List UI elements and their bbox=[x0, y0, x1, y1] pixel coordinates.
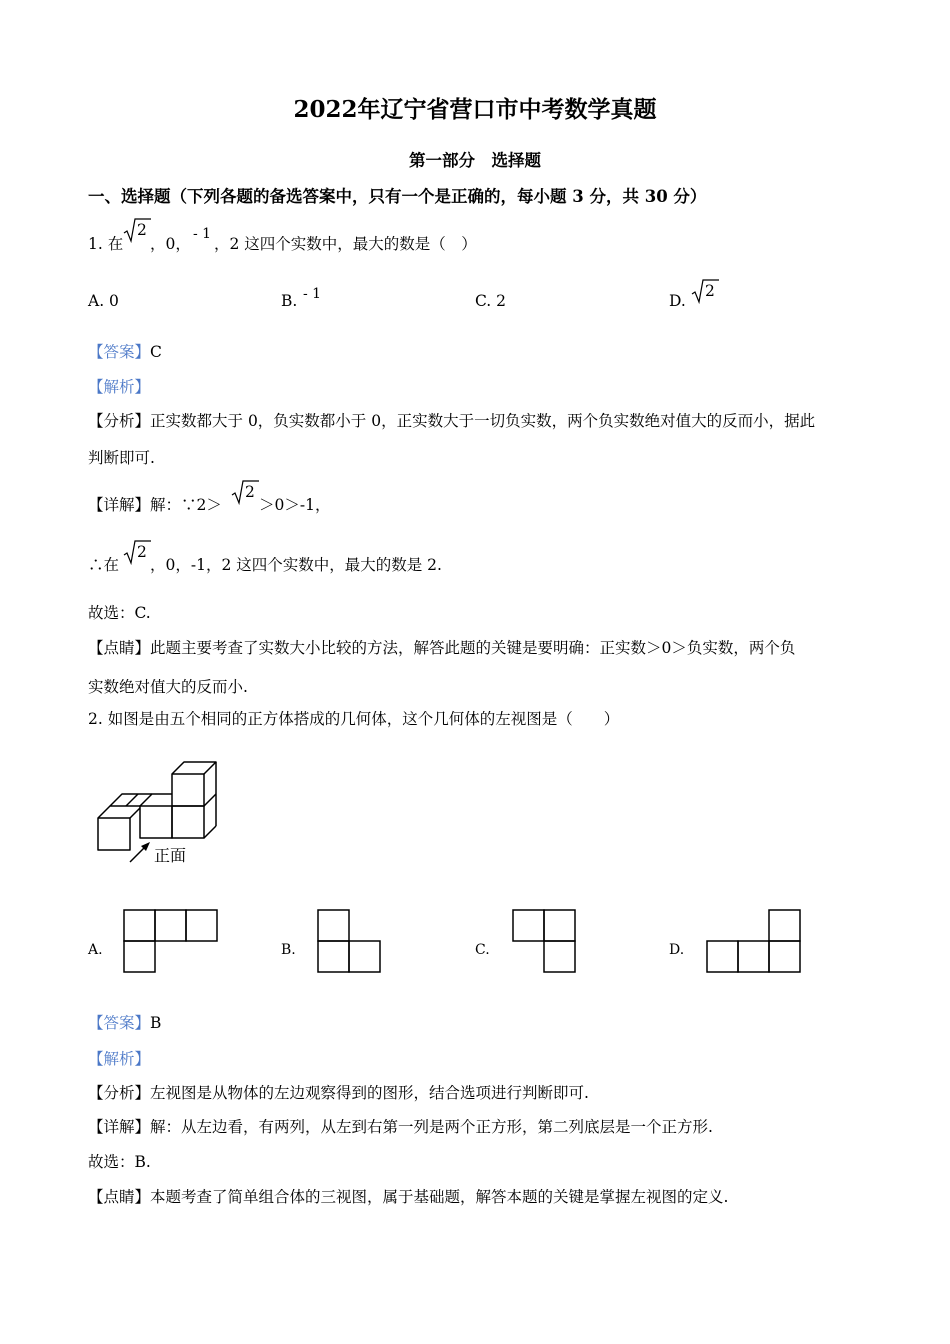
q2-option-a-label: A. bbox=[88, 942, 103, 958]
q2-option-d-label: D. bbox=[669, 942, 685, 958]
sqrt-two-xiangjie bbox=[230, 479, 260, 505]
q2-option-a-figure bbox=[122, 908, 220, 974]
sqrt-radicand: 2 bbox=[705, 282, 715, 300]
fenxi-text: 左视图是从物体的左边观察得到的图形，结合选项进行判断即可. bbox=[150, 1084, 589, 1102]
q1-option-b-value: - 1 bbox=[303, 286, 322, 302]
q2-option-d-figure bbox=[705, 908, 803, 974]
dianjing-label: 【点睛】 bbox=[88, 1188, 151, 1206]
q1-option-b-label: B. bbox=[281, 292, 298, 310]
xiangjie-label: 【详解】 bbox=[88, 1118, 151, 1136]
q1-neg-one: - 1 bbox=[193, 226, 212, 242]
analysis-label: 【解析】 bbox=[88, 1050, 151, 1068]
q1-mid: ，0， bbox=[150, 235, 191, 253]
part-heading: 第一部分 选择题 bbox=[409, 151, 541, 170]
answer-value: C bbox=[150, 343, 162, 361]
answer-label: 【答案】 bbox=[88, 343, 151, 361]
q2-stem: 2. 如图是由五个相同的正方体搭成的几何体，这个几何体的左视图是（ ） bbox=[88, 710, 620, 728]
answer-label: 【答案】 bbox=[88, 1014, 151, 1032]
q2-option-b-figure bbox=[316, 908, 384, 974]
section-heading: 一、选择题（下列各题的备选答案中，只有一个是正确的，每小题 3 分，共 30 分） bbox=[88, 187, 707, 206]
fenxi-text-cont: 判断即可. bbox=[88, 449, 155, 467]
dianjing-text-cont: 实数绝对值大的反而小. bbox=[88, 678, 248, 696]
page-title: 2022年辽宁省营口市中考数学真题 bbox=[293, 96, 657, 123]
dianjing-text: 此题主要考查了实数大小比较的方法，解答此题的关键是要明确：正实数＞0＞负实数，两个负 bbox=[150, 639, 796, 657]
sqrt-radicand: 2 bbox=[245, 483, 255, 501]
guxuan-text: 故选：C. bbox=[88, 604, 151, 622]
sqrt-two-therefore bbox=[122, 539, 152, 565]
analysis-label: 【解析】 bbox=[88, 378, 151, 396]
sqrt-two-option-d bbox=[690, 278, 720, 304]
q1-option-d-label: D. bbox=[669, 292, 686, 310]
q1-prefix: 1. 在 bbox=[88, 235, 124, 253]
therefore-text: ∴在 bbox=[88, 556, 120, 574]
fenxi-text: 正实数都大于 0，负实数都小于 0，正实数大于一切负实数，两个负实数绝对值大的反而小，据此 bbox=[150, 412, 816, 430]
q1-option-a: A. 0 bbox=[88, 292, 119, 310]
q2-option-b-label: B. bbox=[281, 942, 296, 958]
therefore-text-b: ，0，-1，2 这四个实数中，最大的数是 2. bbox=[150, 556, 442, 574]
dianjing-text: 本题考查了简单组合体的三视图，属于基础题，解答本题的关键是掌握左视图的定义. bbox=[150, 1188, 729, 1206]
answer-value: B bbox=[150, 1014, 162, 1032]
fenxi-label: 【分析】 bbox=[88, 1084, 151, 1102]
xiangjie-text: 解：从左边看，有两列，从左到右第一列是两个正方形，第二列底层是一个正方形. bbox=[150, 1118, 713, 1136]
figure-label-front: 正面 bbox=[154, 846, 187, 865]
guxuan-text: 故选：B. bbox=[88, 1153, 151, 1171]
sqrt-radicand: 2 bbox=[137, 543, 147, 561]
q2-option-c-label: C. bbox=[475, 942, 490, 958]
fenxi-label: 【分析】 bbox=[88, 412, 151, 430]
xiangjie-text-b: ＞0＞-1， bbox=[259, 496, 331, 514]
sqrt-two bbox=[122, 217, 152, 243]
sqrt-radicand: 2 bbox=[137, 221, 147, 239]
q1-option-c: C. 2 bbox=[475, 292, 507, 310]
xiangjie-text: 解：∵2＞ bbox=[150, 496, 222, 514]
xiangjie-label: 【详解】 bbox=[88, 496, 151, 514]
q2-option-c-figure bbox=[511, 908, 579, 974]
dianjing-label: 【点睛】 bbox=[88, 639, 151, 657]
q1-suffix: ，2 这四个实数中，最大的数是（ ） bbox=[214, 235, 477, 253]
